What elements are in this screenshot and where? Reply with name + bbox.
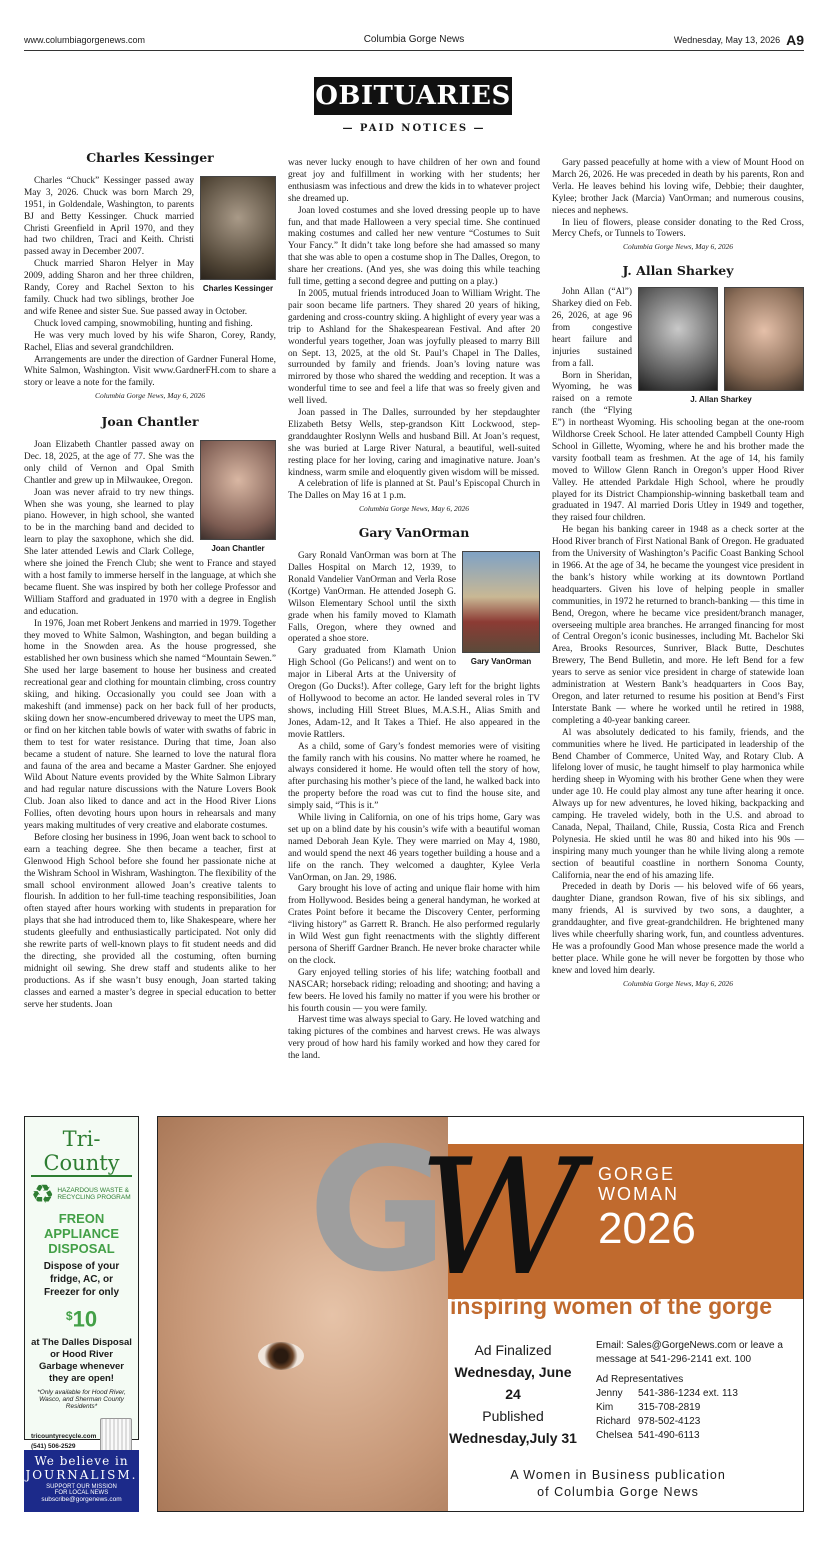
gw-finalized-date: Wednesday, June 24 <box>454 1364 572 1402</box>
obit-name-kessinger: Charles Kessinger <box>86 150 214 165</box>
air-conditioner-icon <box>100 1418 132 1452</box>
gw-rep-name: Kim <box>596 1402 614 1413</box>
gw-rep-row <box>596 1415 791 1429</box>
obit-name-chantler: Joan Chantler <box>101 414 199 430</box>
paragraph: Chuck married Sharon Helyer in May 2009, adding Sharon and her three children, Randy, Corey and Rachel Sexton to his family. Chuck had two siblings, brother Joe and wife Renee and sister Sue. Sue passed away in October. <box>24 259 248 317</box>
paragraph: As a child, some of Gary’s fondest memories were of visiting the family ranch with his cousins. No matter where he roamed, he always considered it home. He would often tell the story of how, after purchasing his mother’s piece of the land, he walked back into the property before the road was cut to find the house site, and simply said, “This is it.” <box>288 741 540 812</box>
gw-tagline: inspiring women of the gorge <box>450 1293 772 1319</box>
photo-sharkey-young <box>638 287 718 391</box>
gw-year: 2026 <box>598 1204 696 1253</box>
paragraph: He began his banking career in 1948 as a check sorter at the Hood River branch of First National Bank of Oregon. He graduated from the University of Washington’s Pacific Coast Banking School in 1966. At the age of 34, he became the youngest vice president in the bank’s history while working at its downtown Portland headquarters. Given his love of helping people in smaller communities, in 1972 he returned to branch-banking — this time in Bend, Oregon, where he became vice president/branch manager, overseeing multiple area branches. He arranged financing for most of Central Oregon’s iconic businesses, including Mt. Bachelor Ski Area, Brooks Resources, Sunriver, Black Butte, Deschutes Brewery, The Bend Bulletin, and more. He left Bend for a few years to serve as senior vice president in charge of statewide loan administration at Western Bank’s headquarters in Coos Bay, Oregon, and later returned to resume his position at Bend’s First Interstate Bank — where he worked until he retired in 1988, completing a 40-year banking career. <box>552 525 804 726</box>
paragraph: Joan loved costumes and she loved dressing people up to have fun, and that made Halloween a very special time. She continued making costumes and called her new venture “Costumes to Suit Your Fancy.” It didn’t take long before she had amassed so many that she was able to open a costume shop in The Dalles, Oregon, to share her creations. (And yes, she was doing this while teaching full time, getting a second degree and putting on a play.) <box>288 205 540 288</box>
obit-name-vanorman: Gary VanOrman <box>358 525 470 541</box>
page-number: A9 <box>786 32 804 48</box>
column-1 <box>24 152 276 1012</box>
credit: Columbia Gorge News, May 6, 2026 <box>359 504 469 514</box>
tricounty-website[interactable]: tricountyrecycle.com <box>31 1433 97 1441</box>
credit: Columbia Gorge News, May 6, 2026 <box>623 242 733 252</box>
photo-vanorman <box>462 551 540 653</box>
paragraph: John Allan (“Al”) Sharkey died on Feb. 26, 2026, at age 96 from congestive heart failure and injuries sustained from a fall. <box>552 287 632 369</box>
gw-rep-phone: 315-708-2819 <box>638 1402 701 1413</box>
photo-chantler-wrap <box>200 440 276 555</box>
paragraph: Gary graduated from Klamath Union High School (Go Pelicans!) and went on to major in Liberal Arts at the University of Oregon (Go Ducks!). After college, Gary left for the bright lights of Hollywood to become an actor. He landed several roles in TV shows, including Hill Street Blues, M.A.S.H., Alias Smith and Jones, Adam-12, and It Takes a Thief. He also appeared in the movie Rattlers. <box>288 646 540 740</box>
paragraph: In 2005, mutual friends introduced Joan to William Wright. The pair soon became life partners. They shared 20 years of hiking, gardening and cross-country skiing. A highlight of every year was a trip to Ashland for the Shakespearean Festival. And after 20 wonderful years together, Joan was joyfully pleased to marry Bill on Sept. 13, 2025, at the old St. Paul’s Chapel in The Dalles, surrounded by family and friends. Joan’s loving nature was mirrored by those who shared the wedding and reception. It was a wonderful time to see and feel a life that was so freely given and well lived. <box>288 288 540 407</box>
paragraph: Joan was never afraid to try new things. When she was young, she learned to play piano. However, in high school, she wanted to be in the marching band and decided to learn to play the saxophone, which she did. She later attended Lewis and Clark College, where she joined the French Club; she went to France and stayed with a host family to immerse herself in the language, at which she became fluent. She was inspired by both her college Professor and William Stafford and graduated in 1970 with a degree in English and education. <box>24 487 276 617</box>
website-url[interactable]: www.columbiagorgenews.com <box>24 35 146 45</box>
credit: Columbia Gorge News, May 6, 2026 <box>623 978 733 988</box>
gw-eye <box>258 1342 304 1370</box>
journalism-line4: FOR LOCAL NEWS <box>54 1490 109 1496</box>
gw-rep-phone: 541-490-6113 <box>638 1430 700 1441</box>
paragraph: While living in California, on one of his trips home, Gary was set up on a blind date by his cousin’s wife with a beautiful woman named Deborah Jean Kyle. They were married on May 4, 1980, and would spend the next 46 years together building a house and a life on the ranch. They welcomed a daughter, Kylee Verla VanOrman, on Jan. 29, 1986. <box>288 813 540 883</box>
gw-rep-row <box>596 1429 791 1443</box>
ad-gorgewoman[interactable] <box>157 1116 804 1512</box>
paragraph: Gary brought his love of acting and unique flair home with him from Hollywood. Besides being a general handyman, he worked at Crates Point before it became the Discovery Center, performing “living history” as Garrett R. Branch. He also performed regularly in Wild West gun fight reenactments with the slightly different persona of Sheriff Gardner Branch. He never broke character while on the clock. <box>288 884 540 966</box>
photo-kessinger <box>200 176 276 280</box>
photo-sharkey-wrap <box>638 287 804 406</box>
section-title: OBITUARIES <box>314 77 512 115</box>
tricounty-line1: Dispose of your fridge, AC, or Freezer for only <box>43 1261 120 1298</box>
obit-name-sharkey: J. Allan Sharkey <box>622 263 734 279</box>
ad-journalism[interactable] <box>24 1450 139 1512</box>
gw-dates <box>448 1339 578 1449</box>
paragraph: Born in Sheridan, Wyoming, he was raised on a remote ranch (the “Flying E”) in northeast Wyoming. His schooling began at the one-room Wildhorse Creek School. He later attended Campbell County High School in Gillette, Wyoming, where he and his brother made the varsity football team as freshmen. At the age of 14, his family moved to Willow Glenn Ranch in Oregon’s upper Hood River Valley. He attended Parkdale High School, where he proudly played for its District Championship-winning basketball team and graduated in 1947. Al married Doris Utley in 1949 and together, they raised four children. <box>552 370 804 524</box>
photo-kessinger-wrap <box>200 176 276 295</box>
tricounty-headline: FREON APPLIANCE DISPOSAL <box>43 1211 120 1256</box>
paragraph: Harvest time was always special to Gary. He loved watching and taking pictures of the combines and harvest crews. He was always very proud of how hard his family worked and how they cared for the land. <box>288 1015 540 1062</box>
gw-rep-name: Chelsea <box>596 1430 633 1441</box>
journalism-line3: SUPPORT OUR MISSION <box>46 1484 117 1490</box>
column-2 <box>288 158 540 1063</box>
page-date <box>674 32 804 48</box>
paragraph: was never lucky enough to have children of her own and found great joy and fulfillment in working with her students; her enthusiasm was infectious and drew the kids in to whatever project she dreamed up. <box>288 158 540 204</box>
paragraph: Chuck loved camping, snowmobiling, hunting and fishing. <box>34 318 253 329</box>
gw-rep-phone: 541-386-1234 ext. 113 <box>638 1388 738 1399</box>
dash-right: — <box>468 123 486 134</box>
journalism-line1: We believe in <box>34 1454 129 1468</box>
paragraph: Gary enjoyed telling stories of his life; watching football and NASCAR; horseback riding; reloading and shooting; and having a few beers. He loved his family no matter if you were his brother or his fourth cousin — you were family. <box>288 967 540 1014</box>
gw-brand <box>598 1164 696 1254</box>
caption-kessinger: Charles Kessinger <box>202 283 274 293</box>
paragraph: Arrangements are under the direction of Gardner Funeral Home, White Salmon, Washington. Visit www.GardnerFH.com to share a story or leave a note for the family. <box>24 354 276 389</box>
tricounty-note: *Only available for Hood River, Wasco, and Sherman County Residents* <box>37 1389 126 1411</box>
header-rule <box>24 50 804 51</box>
tricounty-price <box>25 1303 138 1335</box>
gw-finalized-label: Ad Finalized <box>474 1342 552 1358</box>
date-text: Wednesday, May 13, 2026 <box>673 35 781 45</box>
gw-rep-phone: 978-502-4123 <box>638 1416 701 1427</box>
gw-rep-name: Jenny <box>596 1388 623 1399</box>
tricounty-line2: at The Dalles Disposal or Hood River Garbage whenever they are open! <box>31 1337 132 1385</box>
photo-vanorman-wrap <box>462 551 540 668</box>
gw-contact-block <box>596 1339 791 1443</box>
gw-footer <box>458 1467 778 1501</box>
gw-rep-row <box>596 1401 791 1415</box>
paragraph: Joan passed in The Dalles, surrounded by her stepdaughter Elizabeth Betsy Wells, step-grandson Kitt Lockwood, step-granddaughter Roslynn Wells and husband Bill. At Joan’s request, she was buried at Large River Natural, a beautiful, well-suited resting place for her loving, caring and imaginative nature. Joan’s kindness, warm smile and eloquently given wisdom will be missed. <box>288 408 540 478</box>
column-3 <box>552 158 804 990</box>
paragraph: A celebration of life is planned at St. Paul’s Episcopal Church in The Dalles on May 16 at 1 p.m. <box>288 479 540 502</box>
recycle-icon: ♻ <box>31 1179 55 1209</box>
gw-rep-name: Richard <box>596 1416 631 1427</box>
gw-rep-row <box>596 1387 791 1401</box>
paragraph: Preceded in death by Doris — his beloved wife of 66 years, daughter Diane, grandson Rowan, five of his six siblings, and many friends, Al is survived by two sons, a daughter, a granddaughter, and five great-grandchildren. He brightened many lives while cheerfully sharing work, fun, and countless adventures. He was a profoundly Good Man whose presence made the world a better place. While gone he will never be forgotten by those who knew and loved him dearly. <box>552 882 804 976</box>
paragraph: Joan Elizabeth Chantler passed away on Dec. 18, 2025, at the age of 77. She was the only child of Vernon and Opal Smith Chantler and grew up in Milwaukee, Oregon. <box>24 440 194 486</box>
gw-published-date: Wednesday,July 31 <box>449 1430 577 1446</box>
paragraph: Al was absolutely dedicated to his family, friends, and the communities where he lived. He participated in leadership of the Bend Chamber of Commerce, United Way, and Rotary Club. A lifelong lover of music, he taught himself to play harmonica while herding sheep in Wyoming with his brother Gene when they were under age 10. He could play almost any tune after hearing it once. Always up for new adventures, he loved hiking, backpacking and camping. He traveled widely, both in the U.S. and abroad to Canada, Nepal, Thailand, Chile, Russia, Costa Rica and French Polynesia. He skied until he was 80 and hiked into his 90s — inspiring many much younger than he while living along a remote section of beautiful coastline in northern Sonoma County, California, near the end of his amazing life. <box>552 727 804 881</box>
paragraph: In lieu of flowers, please consider donating to the Red Cross, Mercy Chefs, or Tunnels to Towers. <box>552 217 804 240</box>
photo-chantler <box>200 440 276 540</box>
credit: Columbia Gorge News, May 6, 2026 <box>95 391 205 401</box>
caption-sharkey: J. Allan Sharkey <box>690 395 752 405</box>
section-subtitle <box>300 123 528 134</box>
gw-published-label: Published <box>482 1408 544 1424</box>
paragraph: Before closing her business in 1996, Joan went back to school to earn a teaching degree. She then became a teacher, first at Glenwood High School before she found her passionate niche at the Wishram School in Wishram, Washington. The flexibility of the small school environment allowed Joan’s creative talents to flourish. In addition to her full-time teaching responsibilities, Joan often stayed after hours working with students in preparation for plays that she had introduced them to, like Shakespeare, where her students gleefully and enthusiastically participated. Not only did she rewrite parts of well-known plays to fit student needs and did the directing, she provided all the costuming, often burning midnight oil sewing. She drew staff and students alike to her productions. As if she wasn’t busy enough, Joan started taking classes and earned a master’s degree in special education to better serve her students. Joan <box>24 832 276 1010</box>
caption-vanorman: Gary VanOrman <box>470 657 532 667</box>
dash-left: — <box>342 123 360 134</box>
gw-reps-list <box>596 1387 791 1443</box>
journalism-email[interactable]: subscribe@gorgenews.com <box>41 1496 122 1503</box>
journalism-line2: JOURNALISM. <box>25 1468 138 1482</box>
paragraph: Gary Ronald VanOrman was born at The Dalles Hospital on March 12, 1939, to Ronald Vandelier VanOrman and Verla Rose (Kortge) VanOrman. He attended Joseph G. Wilson Elementary School until the sixth grade when his family moved to Klamath Falls, Oregon, where they owned and operated a shoe store. <box>288 551 456 645</box>
dollar-sign: $ <box>65 1309 73 1323</box>
caption-chantler: Joan Chantler <box>211 544 265 554</box>
subtitle-text: PAID NOTICES <box>359 123 469 134</box>
tricounty-program-row <box>31 1181 132 1207</box>
paragraph: Gary passed peacefully at home with a view of Mount Hood on March 26, 2026. He was preceded in death by his parents, Ron and Verla. He leaves behind his loving wife, Debbie; their daughter, Kylee; brother Jack (Marcia) VanOrman; and numerous cousins, nieces and nephews. <box>552 158 804 216</box>
gw-logo-w: W <box>418 1124 583 1311</box>
gw-footer1: A Women in Business publication <box>510 1468 726 1482</box>
gw-logo <box>308 1116 583 1311</box>
paper-name: Columbia Gorge News <box>363 34 465 45</box>
gw-brand2: WOMAN <box>598 1184 679 1204</box>
page-header <box>24 30 804 52</box>
paragraph: He was very much loved by his wife Sharon, Corey, Randy, Rachel, Elias and several grandchildren. <box>24 330 276 353</box>
tricounty-program: HAZARDOUS WASTE & RECYCLING PROGRAM <box>57 1187 131 1201</box>
tricounty-phone: (541) 506-2529 <box>31 1443 76 1451</box>
tricounty-footer <box>31 1418 132 1452</box>
price-value: 10 <box>72 1306 98 1332</box>
gw-footer2: of Columbia Gorge News <box>537 1485 699 1499</box>
gw-brand1: GORGE <box>598 1164 676 1184</box>
ad-tricounty[interactable] <box>24 1116 139 1451</box>
paragraph: In 1976, Joan met Robert Jenkens and married in 1979. Together they moved to White Salmon, Washington, and began building a home in the Snowden area. As the house progressed, she established her own business which she named “Mountain Sewen.” She used her large basement to house her business and created recreational gear and clothing for mountain climbing, cross country skiing, and hiking. Occasionally you could see Joan with a makeshift (and immense) pack on her back full of her products, skiing down her snow-encumbered driveway to meet the UPS man, or find on her kitchen table bowls of water with swaths of fabric in them to test for water resistance. During that time, Joan also became a student of nature. She learned to love the natural flora and fauna of the area and became a Master Gardner. She enjoyed Wild About Nature events provided by the White Salmon Library and had regular nature discussions with the Nature Lovers Book Club. Joan also liked to dance and act in the Hood River Lions Follies, often devoting hours upon hours in rehearsals and many years making multitudes of very creative and elaborate costumes. <box>24 618 276 832</box>
tricounty-logo: Tri-County <box>31 1127 132 1177</box>
photo-sharkey-pair <box>638 287 804 391</box>
gw-logo-g: G <box>308 1116 448 1310</box>
paragraph: Charles “Chuck” Kessinger passed away May 3, 2026. Chuck was born March 29, 1951, in Goldendale, Washington, to parents BJ and Betty Kessinger. Chuck married Christi Greenfield in April 1970, and they had two children, Traci and Keith. Christi passed away in December 2007. <box>24 175 194 258</box>
gw-reps-label: Ad Representatives <box>596 1374 684 1385</box>
photo-sharkey-old <box>724 287 804 391</box>
gw-contact[interactable]: Email: Sales@GorgeNews.com or leave a message at 541-296-2141 ext. 100 <box>596 1340 783 1365</box>
